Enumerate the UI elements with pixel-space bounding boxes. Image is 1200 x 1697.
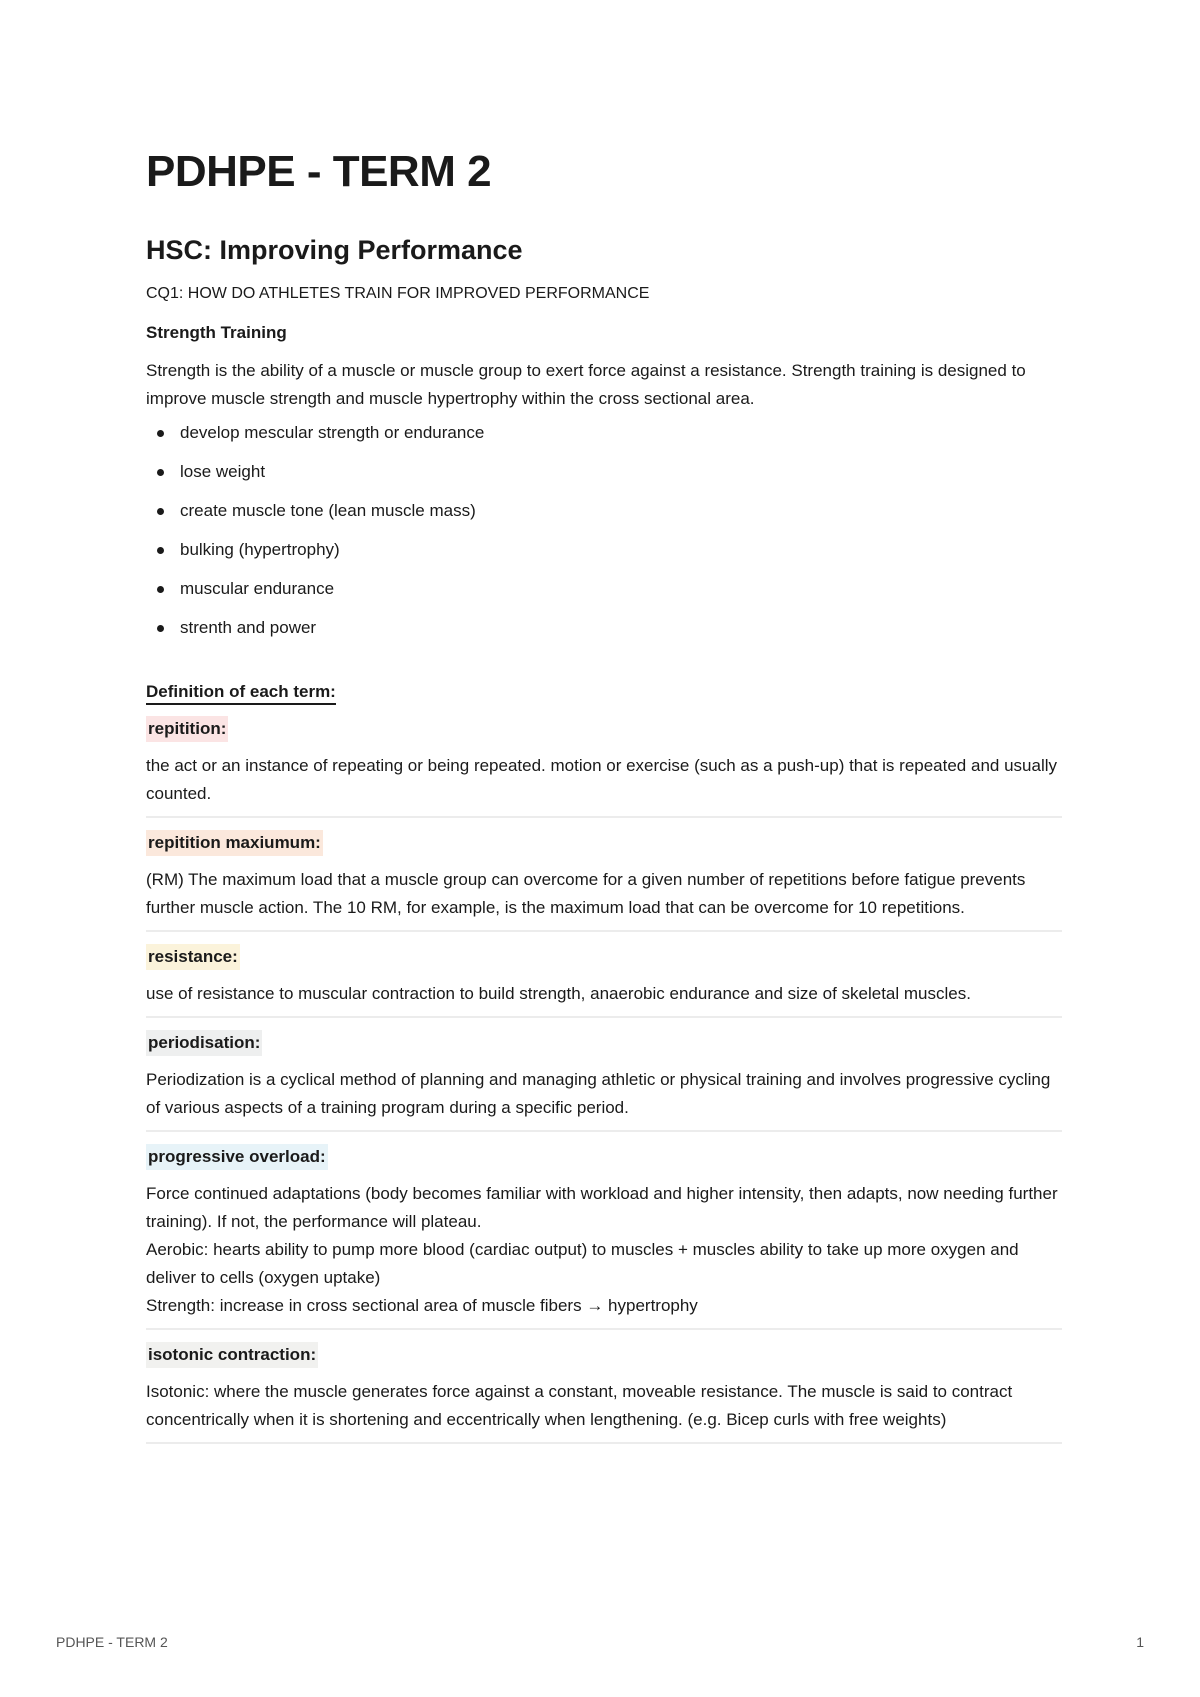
term-resistance (146, 944, 1062, 1018)
definitions-heading: Definition of each term: (146, 680, 1062, 704)
content-question: CQ1: HOW DO ATHLETES TRAIN FOR IMPROVED PERFORMANCE (146, 285, 650, 302)
term-label: repitition: (146, 716, 228, 742)
bullet-icon (157, 508, 164, 515)
list-item: muscular endurance (146, 575, 1062, 603)
list-item: bulking (hypertrophy) (146, 536, 1062, 564)
page-number: 1 (1136, 1634, 1144, 1650)
term-label: isotonic contraction: (146, 1342, 318, 1368)
document-page (146, 140, 1062, 1444)
term-periodisation (146, 1030, 1062, 1132)
term-definition: Isotonic: where the muscle generates force against a constant, moveable resistance. The muscle is said to contract concentrically when it is shortening and eccentrically when lengthening. (e.g. Bicep curls with free weights) (146, 1378, 1062, 1444)
section-heading: HSC: Improving Performance (146, 235, 523, 265)
term-repitition (146, 716, 1062, 818)
subheading-strength-training: Strength Training (146, 323, 287, 342)
term-definition: Periodization is a cyclical method of planning and managing athletic or physical training and involves progressive cycling of various aspects of a training program during a specific period. (146, 1066, 1062, 1132)
term-definition: use of resistance to muscular contraction to build strength, anaerobic endurance and size of skeletal muscles. (146, 980, 1062, 1018)
term-label: progressive overload: (146, 1144, 328, 1170)
page-title: PDHPE - TERM 2 (146, 147, 492, 196)
bullet-icon (157, 586, 164, 593)
term-repitition-maxiumum (146, 830, 1062, 932)
list-item: develop mescular strength or endurance (146, 419, 1062, 447)
bullet-icon (157, 547, 164, 554)
list-item: create muscle tone (lean muscle mass) (146, 497, 1062, 525)
bullet-icon (157, 430, 164, 437)
term-definition: (RM) The maximum load that a muscle group can overcome for a given number of repetitions before fatigue prevents further muscle action. The 10 RM, for example, is the maximum load that can be overcome for 10 repetitions. (146, 866, 1062, 932)
bullet-list (146, 419, 1062, 642)
term-definition: Force continued adaptations (body becomes familiar with workload and higher intensity, then adapts, now needing further training). If not, the performance will plateau. Aerobic: hearts ability to pump more blood (cardiac output) to muscles + muscles ability to take up more oxygen and deliver to cells (oxygen uptake) Strength: increase in cross sectional area of muscle fibers → hypertrophy (146, 1180, 1062, 1330)
term-label: resistance: (146, 944, 240, 970)
term-definition: the act or an instance of repeating or being repeated. motion or exercise (such as a push-up) that is repeated and usually counted. (146, 752, 1062, 818)
list-item: strenth and power (146, 614, 1062, 642)
term-label: repitition maxiumum: (146, 830, 323, 856)
list-item: lose weight (146, 458, 1062, 486)
term-isotonic-contraction (146, 1342, 1062, 1444)
bullet-icon (157, 469, 164, 476)
term-label: periodisation: (146, 1030, 262, 1056)
intro-paragraph: Strength is the ability of a muscle or muscle group to exert force against a resistance. Strength training is designed to improve muscle strength and muscle hypertrophy within the cross sectional area. (146, 361, 1026, 408)
footer-title: PDHPE - TERM 2 (56, 1634, 168, 1650)
bullet-icon (157, 625, 164, 632)
term-progressive-overload (146, 1144, 1062, 1330)
